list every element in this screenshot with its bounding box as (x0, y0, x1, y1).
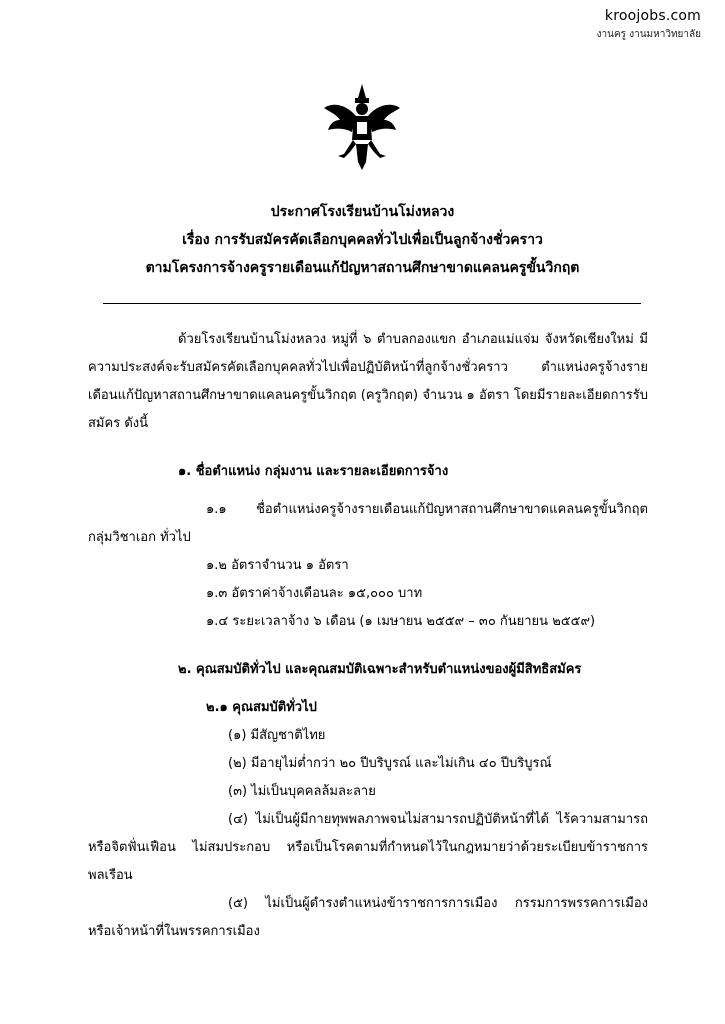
document-heading (0, 198, 725, 282)
heading-line-3: ตามโครงการจ้างครูรายเดือนแก้ปัญหาสถานศึกษาขาดแคลนครูขั้นวิกฤต (145, 260, 580, 276)
heading-divider (103, 303, 641, 304)
heading-line-2: เรื่อง การรับสมัครคัดเลือกบุคคลทั่วไปเพื่อเป็นลูกจ้างชั่วคราว (182, 232, 543, 248)
section-2-1-heading: ๒.๑ คุณสมบัติทั่วไป (206, 700, 317, 715)
qualification-3: (๓) ไม่เป็นบุคคลล้มละลาย (228, 784, 376, 799)
section-1-heading: ๑. ชื่อตำแหน่ง กลุ่มงาน และรายละเอียดการจ้าง (178, 464, 449, 479)
watermark-subtitle: งานครู งานมหาวิทยาลัย (596, 29, 701, 40)
watermark (597, 8, 701, 42)
item-1-3: ๑.๓ อัตราค่าจ้างเดือนละ ๑๕,๐๐๐ บาท (206, 586, 423, 601)
document-body (88, 326, 648, 946)
intro-paragraph: ด้วยโรงเรียนบ้านโม่งหลวง หมู่ที่ ๖ ตำบลกองแขก อำเภอแม่แจ่ม จังหวัดเชียงใหม่ มีความประสงค์จะรับสมัครคัดเลือกบุคคลทั่วไปเพื่อปฏิบัติหน้าที่ลูกจ้างชั่วคราว ตำแหน่งครูจ้างรายเดือนแก้ปัญหาสถานศึกษาขาดแคลนครูขั้นวิกฤต (ครูวิกฤต) จำนวน ๑ อัตรา โดยมีรายละเอียดการรับสมัคร ดังนี้ (88, 332, 648, 431)
item-1-2: ๑.๒ อัตราจำนวน ๑ อัตรา (206, 558, 349, 573)
garuda-emblem-icon (322, 82, 402, 172)
qualification-1: (๑) มีสัญชาติไทย (228, 728, 326, 743)
heading-line-1: ประกาศโรงเรียนบ้านโม่งหลวง (270, 204, 455, 220)
item-1-4: ๑.๔ ระยะเวลาจ้าง ๖ เดือน (๑ เมษายน ๒๕๕๙ – ๓๐ กันยายน ๒๕๕๙) (206, 614, 596, 629)
qualification-5: (๕) ไม่เป็นผู้ดำรงตำแหน่งข้าราชการการเมือง กรรมการพรรคการเมือง หรือเจ้าหน้าที่ในพรรคการเมือง (88, 896, 648, 939)
qualification-2: (๒) มีอายุไม่ต่ำกว่า ๒๐ ปีบริบูรณ์ และไม่เกิน ๔๐ ปีบริบูรณ์ (228, 756, 552, 771)
qualification-4: (๔) ไม่เป็นผู้มีกายทุพพลภาพจนไม่สามารถปฏิบัติหน้าที่ได้ ไร้ความสามารถ หรือจิตฟั่นเฟือน ไม่สมประกอบ หรือเป็นโรคตามที่กำหนดไว้ในกฎหมายว่าด้วยระเบียบข้าราชการพลเรือน (88, 812, 648, 883)
item-1-1: ๑.๑ ชื่อตำแหน่งครูจ้างรายเดือนแก้ปัญหาสถานศึกษาขาดแคลนครูขั้นวิกฤต กลุ่มวิชาเอก ทั่วไป (88, 502, 648, 545)
section-2-heading: ๒. คุณสมบัติทั่วไป และคุณสมบัติเฉพาะสำหรับตำแหน่งของผู้มีสิทธิสมัคร (178, 662, 582, 677)
watermark-site[interactable]: kroojobs.com (604, 8, 701, 24)
